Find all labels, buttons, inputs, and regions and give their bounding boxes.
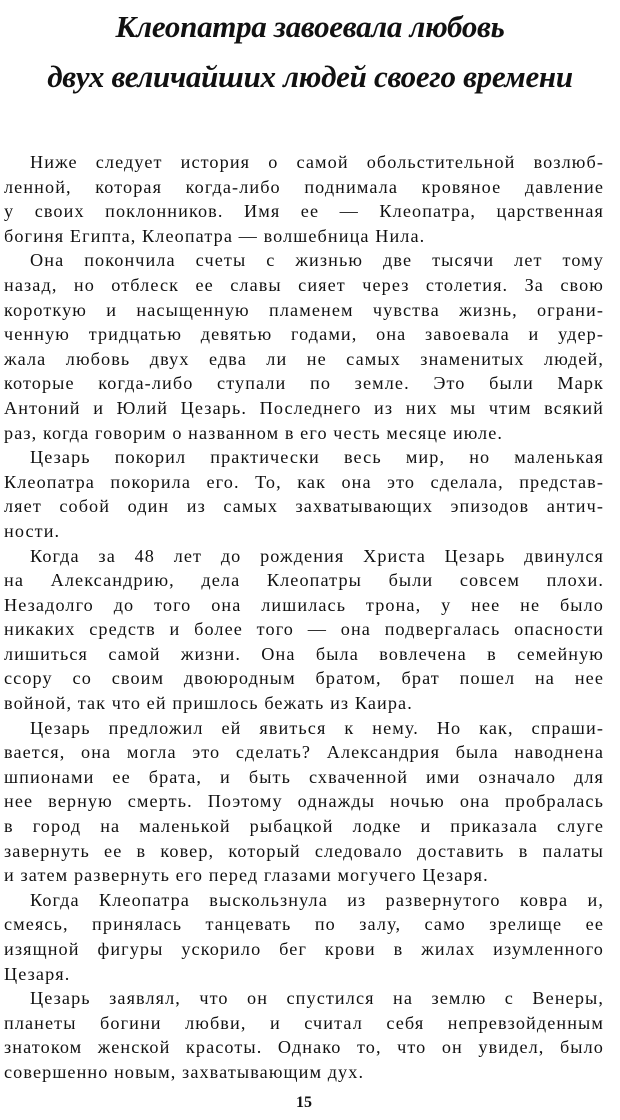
text-line: нее верную смерть. Поэтому однажды ночью она пробралась [4, 791, 604, 812]
text-line: вается, она могла это сделать? Александрия была наводнена [4, 742, 604, 763]
paragraph [4, 445, 604, 543]
chapter-title [0, 2, 620, 102]
text-line: планеты богини любви, и считал себя непревзойденным [4, 1012, 604, 1033]
text-line: Она покончила счеты с жизнью две тысячи лет тому [30, 250, 604, 271]
text-line: ляет собой один из самых захватывающих эпизодов антич- [4, 496, 604, 517]
text-line: Когда за 48 лет до рождения Христа Цезарь двинулся [30, 545, 604, 566]
chapter-title-line-1: Клеопатра завоевала любовь [115, 9, 505, 44]
text-line: Цезарь предложил ей явиться к нему. Но как, спраши- [30, 717, 604, 738]
text-line: лишиться самой жизни. Она была вовлечена в семейную [4, 643, 604, 664]
text-line: Незадолго до того она лишилась трона, у нее не было [4, 594, 604, 615]
paragraph [4, 716, 604, 888]
text-line: на Александрию, дела Клеопатры были совсем плохи. [4, 570, 604, 591]
text-line: ченную тридцатью девятью годами, она завоевала и удер- [4, 324, 604, 345]
text-line: знатоком женской красоты. Однако то, что он увидел, было [4, 1037, 604, 1058]
text-line: никаких средств и более того — она подвергалась опасности [4, 619, 604, 640]
text-line: раз, когда говорим о названном в его честь месяце июле. [4, 422, 504, 443]
text-line: в город на маленькой рыбацкой лодке и приказала слуге [4, 816, 604, 837]
paragraph [4, 544, 604, 716]
page-number: 15 [296, 1094, 312, 1111]
body-text [4, 150, 604, 1085]
text-line: войной, так что ей пришлось бежать из Каира. [4, 693, 413, 714]
text-line: которые когда-либо ступали по земле. Это были Марк [4, 373, 604, 394]
text-line: Цезарь покорил практически весь мир, но маленькая [30, 447, 604, 468]
text-line: Ниже следует история о самой обольстительной возлюб- [30, 152, 604, 172]
text-line: шпионами ее брата, и быть схваченной ими означало для [4, 766, 604, 787]
text-line: совершенно новым, захватывающим дух. [4, 1061, 365, 1082]
text-line: у своих поклонников. Имя ее — Клеопатра, царственная [4, 201, 604, 222]
text-line: ссору со своим двоюродным братом, брат пошел на нее [4, 668, 604, 689]
text-line: и затем развернуть его перед глазами могучего Цезаря. [4, 865, 489, 886]
text-line: Цезарь заявлял, что он спустился на землю с Венеры, [30, 988, 604, 1009]
text-line: ленной, которая когда-либо поднимала кровяное давление [4, 176, 604, 197]
text-line: жала любовь двух едва ли не самых знаменитых людей, [4, 348, 604, 369]
paragraph [4, 248, 604, 445]
text-line: короткую и насыщенную пламенем чувства жизнь, ограни- [4, 299, 604, 320]
paragraph [4, 888, 604, 986]
text-line: богиня Египта, Клеопатра — волшебница Нила. [4, 225, 426, 246]
text-line: изящной фигуры ускорило бег крови в жилах изумленного [4, 939, 604, 959]
text-line: назад, но отблеск ее славы сияет через столетия. За свою [4, 274, 604, 295]
text-line: Когда Клеопатра выскользнула из развернутого ковра и, [30, 889, 604, 910]
text-line: Клеопатра покорила его. То, как она это сделала, представ- [4, 471, 604, 492]
chapter-title-line-2: двух величайших людей своего времени [47, 59, 573, 94]
paragraph [4, 150, 604, 248]
text-line: завернуть ее в ковер, который следовало доставить в палаты [4, 840, 604, 861]
text-line: ности. [4, 520, 61, 541]
text-line: Антоний и Юлий Цезарь. Последнего из них мы чтим всякий [4, 397, 604, 418]
text-line: Цезаря. [4, 963, 71, 984]
paragraph [4, 986, 604, 1084]
text-line: смеясь, принялась танцевать по залу, само зрелище ее [4, 914, 604, 935]
